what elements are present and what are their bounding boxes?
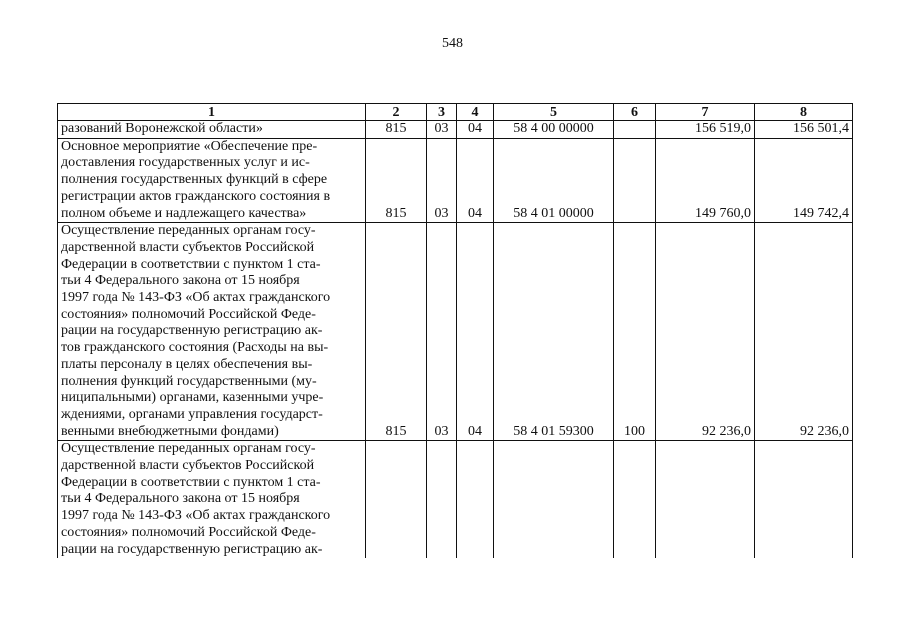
section-code: 03 xyxy=(427,138,457,223)
expense-type-code xyxy=(614,441,656,558)
ministry-code xyxy=(366,441,427,558)
subsection-code xyxy=(457,441,494,558)
target-article-code: 58 4 01 59300 xyxy=(494,223,614,441)
subsection-code: 04 xyxy=(457,223,494,441)
ministry-code: 815 xyxy=(366,223,427,441)
page-number: 548 xyxy=(442,36,463,51)
column-header: 3 xyxy=(427,104,457,121)
section-code: 03 xyxy=(427,223,457,441)
column-header: 6 xyxy=(614,104,656,121)
row-description: Основное мероприятие «Обеспечение пре- доставления государственных услуг и ис- полнения государственных функций в сфере регистрации актов гражданского состояния в полном объеме и надлежащего качества» xyxy=(58,138,366,223)
amount-planned: 156 519,0 xyxy=(656,121,755,139)
target-article-code: 58 4 00 00000 xyxy=(494,121,614,139)
expense-type-code: 100 xyxy=(614,223,656,441)
amount-planned: 149 760,0 xyxy=(656,138,755,223)
amount-executed xyxy=(755,441,853,558)
subsection-code: 04 xyxy=(457,121,494,139)
section-code xyxy=(427,441,457,558)
table-row xyxy=(58,441,853,558)
ministry-code: 815 xyxy=(366,138,427,223)
column-header: 1 xyxy=(58,104,366,121)
table-row xyxy=(58,223,853,441)
column-header: 7 xyxy=(656,104,755,121)
budget-table xyxy=(57,103,853,558)
amount-planned xyxy=(656,441,755,558)
column-header: 2 xyxy=(366,104,427,121)
column-header: 5 xyxy=(494,104,614,121)
subsection-code: 04 xyxy=(457,138,494,223)
amount-executed: 149 742,4 xyxy=(755,138,853,223)
ministry-code: 815 xyxy=(366,121,427,139)
column-header: 8 xyxy=(755,104,853,121)
target-article-code xyxy=(494,441,614,558)
row-description: Осуществление переданных органам госу- дарственной власти субъектов Российской Федерации в соответствии с пунктом 1 ста- тьи 4 Федерального закона от 15 ноября 1997 года № 143-ФЗ «Об актах гражданского состояния» полномочий Российской Феде- рации на государственную регистрацию ак- тов гражданского состояния (Расходы на вы- платы персоналу в целях обеспечения вы- полнения функций государственными (му- ниципальными) органами, казенными учре- ждениями, органами управления государст- венными внебюджетными фондами) xyxy=(58,223,366,441)
amount-executed: 92 236,0 xyxy=(755,223,853,441)
row-description: разований Воронежской области» xyxy=(58,121,366,139)
target-article-code: 58 4 01 00000 xyxy=(494,138,614,223)
table-header-row xyxy=(58,104,853,121)
expense-type-code xyxy=(614,121,656,139)
amount-planned: 92 236,0 xyxy=(656,223,755,441)
section-code: 03 xyxy=(427,121,457,139)
amount-executed: 156 501,4 xyxy=(755,121,853,139)
row-description: Осуществление переданных органам госу- дарственной власти субъектов Российской Федерации в соответствии с пунктом 1 ста- тьи 4 Федерального закона от 15 ноября 1997 года № 143-ФЗ «Об актах гражданского состояния» полномочий Российской Феде- рации на государственную регистрацию ак- xyxy=(58,441,366,558)
table-row xyxy=(58,138,853,223)
column-header: 4 xyxy=(457,104,494,121)
table-row xyxy=(58,121,853,139)
expense-type-code xyxy=(614,138,656,223)
